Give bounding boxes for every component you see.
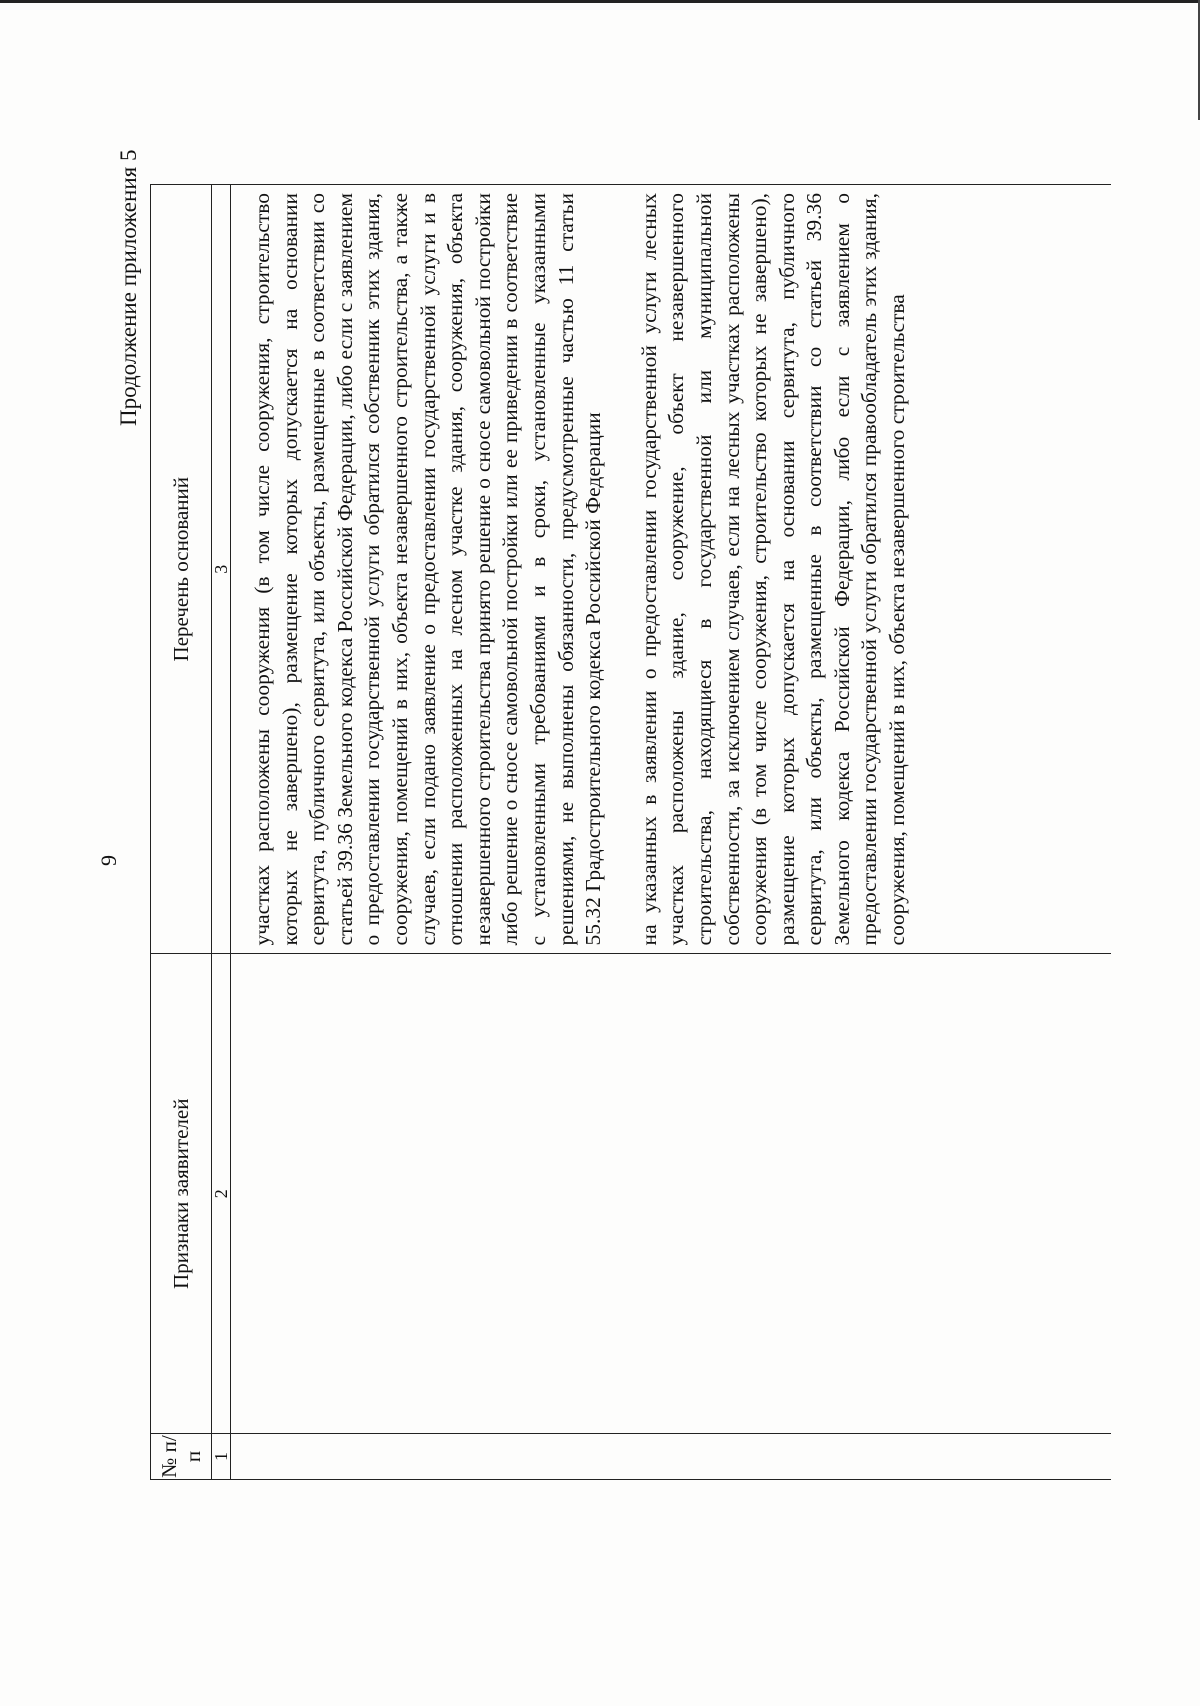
header-applicant-signs: Признаки заявителей <box>151 954 212 1434</box>
table-column-numbers-row <box>212 185 231 1480</box>
column-number-2: 2 <box>212 954 231 1434</box>
table-row <box>231 185 1112 1480</box>
column-number-1: 1 <box>212 1434 231 1480</box>
column-number-3: 3 <box>212 185 231 954</box>
row-grounds-cell <box>231 185 1112 954</box>
grounds-paragraph-1: участках расположены сооружения (в том числе сооружения, строительство которых не завершено), размещение которых допускается на основании сервитута, публичного сервитута, или объекты, размещенные в соответствии со статьей 39.36 Земельного кодекса Российской Федерации, либо если с заявлением о предоставлении государственной услуги обратился собственник этих здания, сооружения, помещений в них, объекта незавершенного строительства, а также случаев, если подано заявление о предоставлении государственной услуги и в отношении расположенных на лесном участке здания, сооружения, объекта незавершенного строительства принято решение о сносе самовольной постройки либо решение о сносе самовольной постройки или ее приведении в соответствие с установленными требованиями и в сроки, установленные указанными решениями, не выполнены обязанности, предусмотренные частью 11 статьи 55.32 Градостроительного кодекса Российской Федерации <box>250 193 606 946</box>
page-number: 9 <box>96 855 121 866</box>
row-number-cell <box>231 1434 1112 1480</box>
table-header-row <box>151 185 212 1480</box>
row-applicant-cell <box>231 954 1112 1434</box>
continuation-label: Продолжение приложения 5 <box>116 149 141 426</box>
header-grounds-list: Перечень оснований <box>151 185 212 954</box>
grounds-paragraph-2: на указанных в заявлении о предоставлении государственной услуги лесных участках расположены здание, сооружение, объект незавершенного строительства, находящиеся в государственной или муниципальной собственности, за исключением случаев, если на лесных участках расположены сооружения (в том числе сооружения, строительство которых не завершено), размещение которых допускается на основании сервитута, публичного сервитута, или объекты, размещенные в соответствии со статьей 39.36 Земельного кодекса Российской Федерации, либо если с заявлением о предоставлении государственной услуги обратился правообладатель этих здания, сооружения, помещений в них, объекта незавершенного строительства <box>636 193 910 946</box>
header-number: № п/п <box>151 1434 212 1480</box>
grounds-table <box>150 184 1111 1480</box>
